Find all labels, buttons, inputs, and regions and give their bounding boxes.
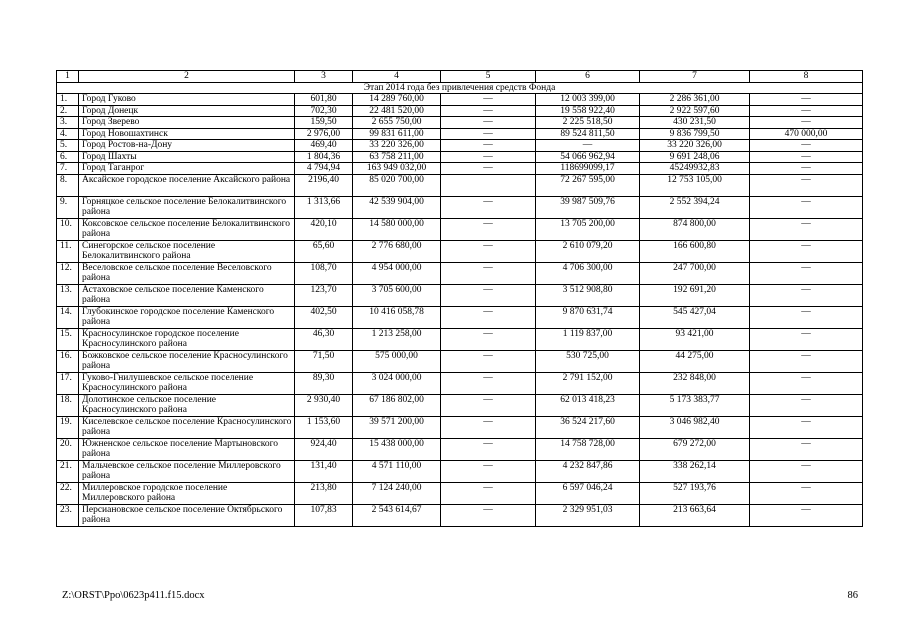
table-cell: 14 289 760,00 [353,94,441,106]
table-cell: 39 571 200,00 [353,416,441,438]
table-row [57,163,863,175]
table-cell: Киселевское сельское поселение Красносулинского района [79,416,295,438]
table-cell: 45249932,83 [640,163,750,175]
table-cell [441,174,536,196]
table-cell: — [441,284,536,306]
table-cell: Город Гуково [79,94,295,106]
table-cell: 118699099,17 [536,163,640,175]
table-cell: 14. [57,306,79,328]
table-cell: — [750,350,863,372]
table-cell: Астаховское сельское поселение Каменского района [79,284,295,306]
table-cell: 12 003 399,00 [536,94,640,106]
table-cell: — [441,438,536,460]
table-cell: 420,10 [295,218,353,240]
table-cell: 1 153,60 [295,416,353,438]
table-cell: 39 987 509,76 [536,196,640,218]
table-row [57,140,863,152]
table-cell: — [750,394,863,416]
table-cell: Веселовское сельское поселение Веселовского района [79,262,295,284]
table-cell: 2 791 152,00 [536,372,640,394]
table-cell: — [750,151,863,163]
table-cell: 601,80 [295,94,353,106]
table-row [57,262,863,284]
table-cell: — [750,140,863,152]
table-cell: 21. [57,460,79,482]
table-cell: 42 539 904,00 [353,196,441,218]
table-cell: 2 655 750,00 [353,117,441,129]
table-cell: — [750,438,863,460]
header-cell: 2 [79,71,295,83]
table-cell: — [750,262,863,284]
table-cell: 2 922 597,60 [640,105,750,117]
table-cell: Миллеровское городское поселение Миллеровского района [79,482,295,504]
header-cell: 7 [640,71,750,83]
table-cell: — [750,328,863,350]
table-cell: 166 600,80 [640,240,750,262]
table-row [57,284,863,306]
table-cell: 19 558 922,40 [536,105,640,117]
table-cell: Горняцкое сельское поселение Белокалитвинского района [79,196,295,218]
table-cell: 72 267 595,00 [536,174,640,196]
stage-title: Этап 2014 года без привлечения средств Фонда [57,82,863,94]
table-cell: 8. [57,174,79,196]
table-row [57,372,863,394]
table-cell: 15 438 000,00 [353,438,441,460]
table-cell: 18. [57,394,79,416]
table-cell: 9 691 248,06 [640,151,750,163]
table-cell: 3 705 600,00 [353,284,441,306]
table-cell: 2 286 361,00 [640,94,750,106]
table-cell: 23. [57,504,79,526]
table-cell: — [441,416,536,438]
table-cell: — [441,105,536,117]
table-cell: 44 275,00 [640,350,750,372]
header-cell: 4 [353,71,441,83]
table-cell: 575 000,00 [353,350,441,372]
table-cell: 430 231,50 [640,117,750,129]
table-cell: 89,30 [295,372,353,394]
table-cell: — [750,163,863,175]
table-cell: 1 313,66 [295,196,353,218]
table-cell: 213 663,64 [640,504,750,526]
table-cell: — [441,482,536,504]
table-row [57,482,863,504]
table-cell: 5 173 383,77 [640,394,750,416]
table-cell: 1 119 837,00 [536,328,640,350]
table-cell: 12. [57,262,79,284]
table-cell: 213,80 [295,482,353,504]
table-cell: 85 020 700,00 [353,174,441,196]
table-cell: 10. [57,218,79,240]
table-row [57,218,863,240]
table-cell: Мальчевское сельское поселение Миллеровского района [79,460,295,482]
table-cell: — [750,372,863,394]
table-cell: 2 225 518,50 [536,117,640,129]
table-cell: 2 543 614,67 [353,504,441,526]
table-cell: — [441,94,536,106]
table-cell: Город Зверево [79,117,295,129]
table-row [57,151,863,163]
table-cell: Коксовское сельское поселение Белокалитвинского района [79,218,295,240]
table-row [57,240,863,262]
table-cell: 9. [57,196,79,218]
table-row [57,306,863,328]
table-cell: 2 776 680,00 [353,240,441,262]
header-cell: 5 [441,71,536,83]
table-cell: 13 705 200,00 [536,218,640,240]
table-cell: — [441,240,536,262]
table-cell: 16. [57,350,79,372]
table-cell: — [441,128,536,140]
table-cell: — [441,328,536,350]
table-cell: Божковское сельское поселение Красносулинского района [79,350,295,372]
table-cell: — [441,196,536,218]
table-cell: — [441,372,536,394]
table-cell: 527 193,76 [640,482,750,504]
table-row [57,196,863,218]
table-cell: 63 758 211,00 [353,151,441,163]
header-cell: 3 [295,71,353,83]
table-cell: 4 794,94 [295,163,353,175]
table-cell: 4 232 847,86 [536,460,640,482]
table-cell: 2196,40 [295,174,353,196]
table-cell: — [750,416,863,438]
table-cell: 131,40 [295,460,353,482]
table-row [57,174,863,196]
table-cell: 22. [57,482,79,504]
table-cell: 702,30 [295,105,353,117]
table-cell: 163 949 032,00 [353,163,441,175]
table-cell: Синегорское сельское поселение Белокалитвинского района [79,240,295,262]
table-cell: 89 524 811,50 [536,128,640,140]
table-cell: 545 427,04 [640,306,750,328]
table-cell: — [750,105,863,117]
table-row [57,504,863,526]
header-row [57,71,863,83]
table-cell: — [441,394,536,416]
table-cell: 2 329 951,03 [536,504,640,526]
table-cell: 7. [57,163,79,175]
table-cell: Персиановское сельское поселение Октябрьского района [79,504,295,526]
table-cell: 71,50 [295,350,353,372]
table-cell: 7 124 240,00 [353,482,441,504]
table-cell: — [750,284,863,306]
table-row [57,350,863,372]
table-cell: — [750,117,863,129]
table-cell: Гуково-Гнилушевское сельское поселение Красносулинского района [79,372,295,394]
table-cell: — [750,196,863,218]
footer-file-path: Z:\ORST\Ppo\0623p411.f15.docx [62,590,205,601]
table-cell: — [441,163,536,175]
footer-page-number: 86 [847,590,858,601]
table-cell: — [441,504,536,526]
table-cell: 402,50 [295,306,353,328]
table-cell: 4. [57,128,79,140]
table-cell: 36 524 217,60 [536,416,640,438]
table-cell: 13. [57,284,79,306]
table-cell: 108,70 [295,262,353,284]
table-cell: Город Донецк [79,105,295,117]
table-cell: 1 804,36 [295,151,353,163]
table-cell: Долотинское сельское поселение Красносулинского района [79,394,295,416]
table-cell: 15. [57,328,79,350]
table-cell: Город Ростов-на-Дону [79,140,295,152]
table-cell: 1 213 258,00 [353,328,441,350]
table-cell: — [441,140,536,152]
table-cell: 679 272,00 [640,438,750,460]
table-cell: — [750,218,863,240]
table-cell: Город Таганрог [79,163,295,175]
table-cell: Южненское сельское поселение Мартыновского района [79,438,295,460]
table-cell: 530 725,00 [536,350,640,372]
program-table [56,70,863,527]
table-cell: — [441,460,536,482]
stage-row [57,82,863,94]
table-row [57,105,863,117]
table-cell: 874 800,00 [640,218,750,240]
table-cell: 6 597 046,24 [536,482,640,504]
table-cell: 22 481 520,00 [353,105,441,117]
table-cell: 1. [57,94,79,106]
table-cell: 12 753 105,00 [640,174,750,196]
header-cell: 1 [57,71,79,83]
table-cell: 107,83 [295,504,353,526]
table-cell: 62 013 418,23 [536,394,640,416]
table-row [57,438,863,460]
table-cell: 192 691,20 [640,284,750,306]
table-cell: 33 220 326,00 [353,140,441,152]
table-cell: 93 421,00 [640,328,750,350]
table-cell: 2 610 079,20 [536,240,640,262]
table-cell: 470 000,00 [750,128,863,140]
table-cell: — [441,350,536,372]
table-cell: 2. [57,105,79,117]
table-cell: 3 024 000,00 [353,372,441,394]
table-cell: 4 706 300,00 [536,262,640,284]
table-cell: 2 976,00 [295,128,353,140]
table-cell: 4 954 000,00 [353,262,441,284]
table-cell: 924,40 [295,438,353,460]
table-cell: Аксайское городское поселение Аксайского района [79,174,295,196]
table-cell: 33 220 326,00 [640,140,750,152]
table-cell: 469,40 [295,140,353,152]
table-cell: — [750,240,863,262]
table-cell: Красносулинское городское поселение Красносулинского района [79,328,295,350]
table-cell: 99 831 611,00 [353,128,441,140]
table-cell: — [441,306,536,328]
table-cell: — [750,482,863,504]
table-cell: — [441,117,536,129]
table-row [57,416,863,438]
table-cell: — [750,94,863,106]
table-cell: — [750,460,863,482]
table-cell: 20. [57,438,79,460]
table-cell: 65,60 [295,240,353,262]
table-body [57,71,863,527]
header-cell: 8 [750,71,863,83]
table-cell: 3 512 908,80 [536,284,640,306]
table-cell: 9 870 631,74 [536,306,640,328]
table-row [57,460,863,482]
table-cell: 14 580 000,00 [353,218,441,240]
table-cell: 247 700,00 [640,262,750,284]
table-cell: — [750,504,863,526]
table-cell: 3. [57,117,79,129]
table-cell: Глубокинское городское поселение Каменского района [79,306,295,328]
table-cell: — [750,306,863,328]
table-cell: — [441,218,536,240]
table-cell: 2 930,40 [295,394,353,416]
table-cell: 19. [57,416,79,438]
table-cell: 10 416 058,78 [353,306,441,328]
table-cell: 4 571 110,00 [353,460,441,482]
table-cell: 67 186 802,00 [353,394,441,416]
table-cell: 2 552 394,24 [640,196,750,218]
table-cell: — [441,262,536,284]
table-cell: 6. [57,151,79,163]
header-cell: 6 [536,71,640,83]
table-row [57,394,863,416]
table-cell: 17. [57,372,79,394]
table-cell: — [536,140,640,152]
table-cell: 159,50 [295,117,353,129]
table-cell: 46,30 [295,328,353,350]
table-cell: Город Новошахтинск [79,128,295,140]
table-cell: 9 836 799,50 [640,128,750,140]
table-cell: 3 046 982,40 [640,416,750,438]
table-cell: 232 848,00 [640,372,750,394]
table-row [57,128,863,140]
table-cell: 5. [57,140,79,152]
table-cell: — [441,151,536,163]
table-cell: 11. [57,240,79,262]
table-cell: 123,70 [295,284,353,306]
table-row [57,117,863,129]
table-cell: — [750,174,863,196]
table-cell: Город Шахты [79,151,295,163]
table-row [57,328,863,350]
table-row [57,94,863,106]
table-cell: 54 066 962,94 [536,151,640,163]
table-cell: 14 758 728,00 [536,438,640,460]
table-cell: 338 262,14 [640,460,750,482]
